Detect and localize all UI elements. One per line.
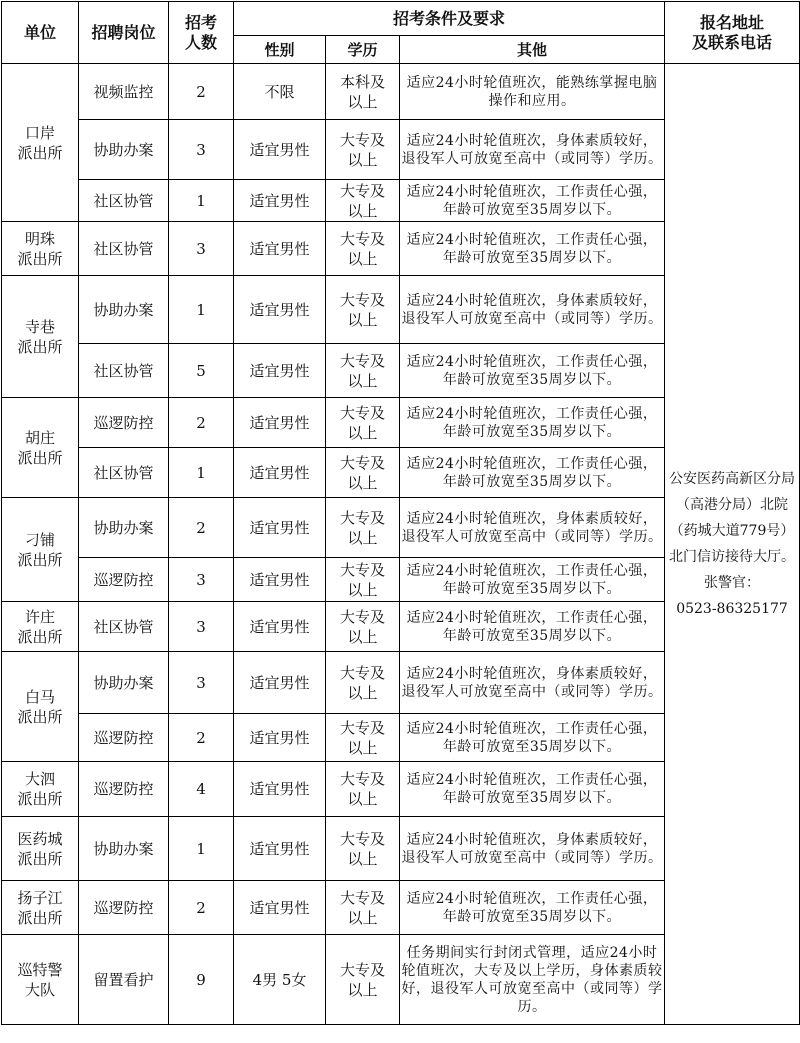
gender-cell: 适宜男性: [234, 602, 326, 652]
unit-cell: [2, 222, 79, 276]
gender-cell: 适宜男性: [234, 180, 326, 222]
header-contact-line1: 报名地址: [699, 12, 764, 32]
count-cell: 3: [169, 602, 234, 652]
education-line2: 以上: [347, 980, 378, 999]
other-cell: 适应24小时轮值班次，工作责任心强，年龄可放宽至35周岁以下。: [400, 448, 665, 498]
education-line1: 大专及: [339, 663, 385, 682]
unit-name: 大泗: [24, 770, 55, 788]
position-cell: 协助办案: [79, 276, 169, 344]
header-education: 学历: [326, 36, 400, 64]
count-cell: 4: [169, 762, 234, 817]
unit-cell: [2, 762, 79, 817]
other-cell: 适应24小时轮值班次，工作责任心强，年龄可放宽至35周岁以下。: [400, 344, 665, 398]
education-line2: 以上: [347, 201, 378, 220]
unit-suffix: 派出所: [17, 849, 63, 868]
other-cell: 任务期间实行封闭式管理，适应24小时轮值班次，大专及以上学历，身体素质较好，退役军人可放宽至高中（或同等）学历。: [400, 935, 665, 1025]
gender-cell: 适宜男性: [234, 448, 326, 498]
education-line2: 以上: [347, 738, 378, 757]
count-cell: 2: [169, 64, 234, 120]
unit-name: 口岸: [24, 123, 55, 142]
count-cell: 9: [169, 935, 234, 1025]
education-cell: [326, 398, 400, 448]
unit-name: 刁铺: [24, 530, 55, 549]
education-line1: 大专及: [339, 718, 385, 737]
count-cell: 2: [169, 498, 234, 558]
header-unit: 单位: [2, 2, 79, 64]
other-cell: 适应24小时轮值班次，工作责任心强，年龄可放宽至35周岁以下。: [400, 762, 665, 817]
education-line2: 以上: [347, 473, 378, 492]
unit-suffix: 大队: [24, 980, 55, 999]
header-contact: [665, 2, 800, 64]
education-line1: 大专及: [339, 888, 385, 907]
count-cell: 2: [169, 398, 234, 448]
unit-suffix: 派出所: [17, 908, 63, 927]
gender-cell: 适宜男性: [234, 881, 326, 935]
unit-name: 胡庄: [24, 428, 55, 447]
other-cell: 适应24小时轮值班次，身体素质较好，退役军人可放宽至高中（或同等）学历。: [400, 652, 665, 714]
unit-name: 巡特警: [17, 960, 63, 979]
header-count-line2: 人数: [184, 32, 217, 52]
unit-suffix: 派出所: [17, 249, 63, 268]
contact-phone: 0523-86325177: [676, 601, 788, 617]
gender-cell: 适宜男性: [234, 762, 326, 817]
education-line2: 以上: [347, 310, 378, 329]
education-line1: 大专及: [339, 290, 385, 309]
other-cell: 适应24小时轮值班次，工作责任心强，年龄可放宽至35周岁以下。: [400, 180, 665, 222]
education-cell: [326, 344, 400, 398]
unit-suffix: 派出所: [17, 448, 63, 467]
education-cell: [326, 180, 400, 222]
education-line1: 大专及: [339, 351, 385, 370]
education-line2: 以上: [347, 92, 378, 111]
other-cell: 适应24小时轮值班次，工作责任心强，年龄可放宽至35周岁以下。: [400, 881, 665, 935]
table-row: [2, 64, 800, 120]
contact-cell: [665, 64, 800, 1025]
gender-cell: 适宜男性: [234, 558, 326, 602]
education-line2: 以上: [347, 580, 378, 599]
education-cell: [326, 602, 400, 652]
gender-cell: 4男 5女: [234, 935, 326, 1025]
unit-name: 寺巷: [24, 317, 55, 336]
education-line2: 以上: [347, 423, 378, 442]
gender-cell: 适宜男性: [234, 498, 326, 558]
unit-suffix: 派出所: [17, 143, 63, 162]
position-cell: 协助办案: [79, 652, 169, 714]
education-line2: 以上: [347, 627, 378, 646]
education-cell: [326, 448, 400, 498]
education-cell: [326, 817, 400, 881]
education-line2: 以上: [347, 528, 378, 547]
position-cell: 协助办案: [79, 817, 169, 881]
gender-cell: 适宜男性: [234, 817, 326, 881]
header-other: 其他: [400, 36, 665, 64]
education-line2: 以上: [347, 371, 378, 390]
gender-cell: 适宜男性: [234, 120, 326, 180]
gender-cell: 不限: [234, 64, 326, 120]
count-cell: 1: [169, 448, 234, 498]
count-cell: 1: [169, 817, 234, 881]
education-line1: 大专及: [339, 453, 385, 472]
education-cell: [326, 762, 400, 817]
other-cell: 适应24小时轮值班次，身体素质较好，退役军人可放宽至高中（或同等）学历。: [400, 498, 665, 558]
unit-suffix: 派出所: [17, 627, 63, 646]
other-cell: 适应24小时轮值班次，工作责任心强，年龄可放宽至35周岁以下。: [400, 602, 665, 652]
unit-name: 医药城: [17, 829, 63, 848]
unit-cell: [2, 64, 79, 222]
unit-cell: [2, 881, 79, 935]
education-line1: 大专及: [339, 508, 385, 527]
unit-cell: [2, 935, 79, 1025]
education-cell: [326, 498, 400, 558]
education-line2: 以上: [347, 790, 378, 808]
unit-cell: [2, 276, 79, 398]
education-cell: [326, 935, 400, 1025]
position-cell: 社区协管: [79, 344, 169, 398]
unit-name: 扬子江: [17, 888, 63, 907]
education-line1: 大专及: [339, 403, 385, 422]
education-line1: 大专及: [339, 607, 385, 626]
position-cell: 巡逻防控: [79, 714, 169, 762]
education-line2: 以上: [347, 249, 378, 268]
position-cell: 巡逻防控: [79, 762, 169, 817]
count-cell: 2: [169, 714, 234, 762]
position-cell: 社区协管: [79, 602, 169, 652]
education-cell: [326, 64, 400, 120]
other-cell: 适应24小时轮值班次，工作责任心强，年龄可放宽至35周岁以下。: [400, 398, 665, 448]
gender-cell: 适宜男性: [234, 222, 326, 276]
education-line2: 以上: [347, 908, 378, 927]
unit-name: 白马: [24, 687, 55, 706]
unit-cell: [2, 498, 79, 602]
position-cell: 社区协管: [79, 448, 169, 498]
unit-suffix: 派出所: [17, 550, 63, 569]
education-line2: 以上: [347, 849, 378, 868]
unit-suffix: 派出所: [17, 337, 63, 356]
count-cell: 3: [169, 222, 234, 276]
other-cell: 适应24小时轮值班次，能熟练掌握电脑操作和应用。: [400, 64, 665, 120]
education-line2: 以上: [347, 150, 378, 169]
unit-name: 明珠: [24, 229, 55, 248]
position-cell: 社区协管: [79, 222, 169, 276]
education-cell: [326, 558, 400, 602]
position-cell: 巡逻防控: [79, 558, 169, 602]
gender-cell: 适宜男性: [234, 344, 326, 398]
unit-suffix: 派出所: [17, 707, 63, 726]
count-cell: 1: [169, 180, 234, 222]
position-cell: 巡逻防控: [79, 398, 169, 448]
education-line1: 大专及: [339, 130, 385, 149]
gender-cell: 适宜男性: [234, 398, 326, 448]
header-gender: 性别: [234, 36, 326, 64]
count-cell: 3: [169, 652, 234, 714]
other-cell: 适应24小时轮值班次，工作责任心强，年龄可放宽至35周岁以下。: [400, 222, 665, 276]
education-line1: 大专及: [339, 181, 385, 200]
count-cell: 3: [169, 558, 234, 602]
education-cell: [326, 120, 400, 180]
education-line1: 大专及: [339, 229, 385, 248]
education-cell: [326, 714, 400, 762]
contact-address: 公安医药高新区分局（高港分局）北院（药城大道779号）北门信访接待大厅。张警官：: [669, 471, 795, 591]
position-cell: 社区协管: [79, 180, 169, 222]
unit-cell: [2, 652, 79, 762]
education-line1: 本科及: [339, 72, 385, 91]
education-cell: [326, 276, 400, 344]
unit-suffix: 派出所: [17, 790, 63, 808]
position-cell: 留置看护: [79, 935, 169, 1025]
gender-cell: 适宜男性: [234, 714, 326, 762]
other-cell: 适应24小时轮值班次，身体素质较好，退役军人可放宽至高中（或同等）学历。: [400, 817, 665, 881]
education-line1: 大专及: [339, 960, 385, 979]
education-line1: 大专及: [339, 770, 385, 788]
header-contact-line2: 及联系电话: [691, 32, 772, 52]
education-line1: 大专及: [339, 560, 385, 579]
header-position: 招聘岗位: [79, 2, 169, 64]
unit-cell: [2, 398, 79, 498]
count-cell: 1: [169, 276, 234, 344]
education-cell: [326, 222, 400, 276]
recruitment-table: [1, 1, 800, 1025]
header-requirements: 招考条件及要求: [234, 2, 665, 36]
header-count-line1: 招考: [184, 12, 217, 32]
gender-cell: 适宜男性: [234, 276, 326, 344]
education-line1: 大专及: [339, 829, 385, 848]
position-cell: 视频监控: [79, 64, 169, 120]
education-line2: 以上: [347, 683, 378, 702]
header-count: [169, 2, 234, 64]
education-cell: [326, 881, 400, 935]
count-cell: 5: [169, 344, 234, 398]
other-cell: 适应24小时轮值班次，身体素质较好，退役军人可放宽至高中（或同等）学历。: [400, 120, 665, 180]
unit-cell: [2, 817, 79, 881]
position-cell: 协助办案: [79, 120, 169, 180]
education-cell: [326, 652, 400, 714]
unit-cell: [2, 602, 79, 652]
count-cell: 3: [169, 120, 234, 180]
gender-cell: 适宜男性: [234, 652, 326, 714]
count-cell: 2: [169, 881, 234, 935]
unit-name: 许庄: [24, 607, 55, 626]
position-cell: 巡逻防控: [79, 881, 169, 935]
other-cell: 适应24小时轮值班次，工作责任心强，年龄可放宽至35周岁以下。: [400, 558, 665, 602]
position-cell: 协助办案: [79, 498, 169, 558]
other-cell: 适应24小时轮值班次，工作责任心强，年龄可放宽至35周岁以下。: [400, 714, 665, 762]
other-cell: 适应24小时轮值班次，身体素质较好，退役军人可放宽至高中（或同等）学历。: [400, 276, 665, 344]
